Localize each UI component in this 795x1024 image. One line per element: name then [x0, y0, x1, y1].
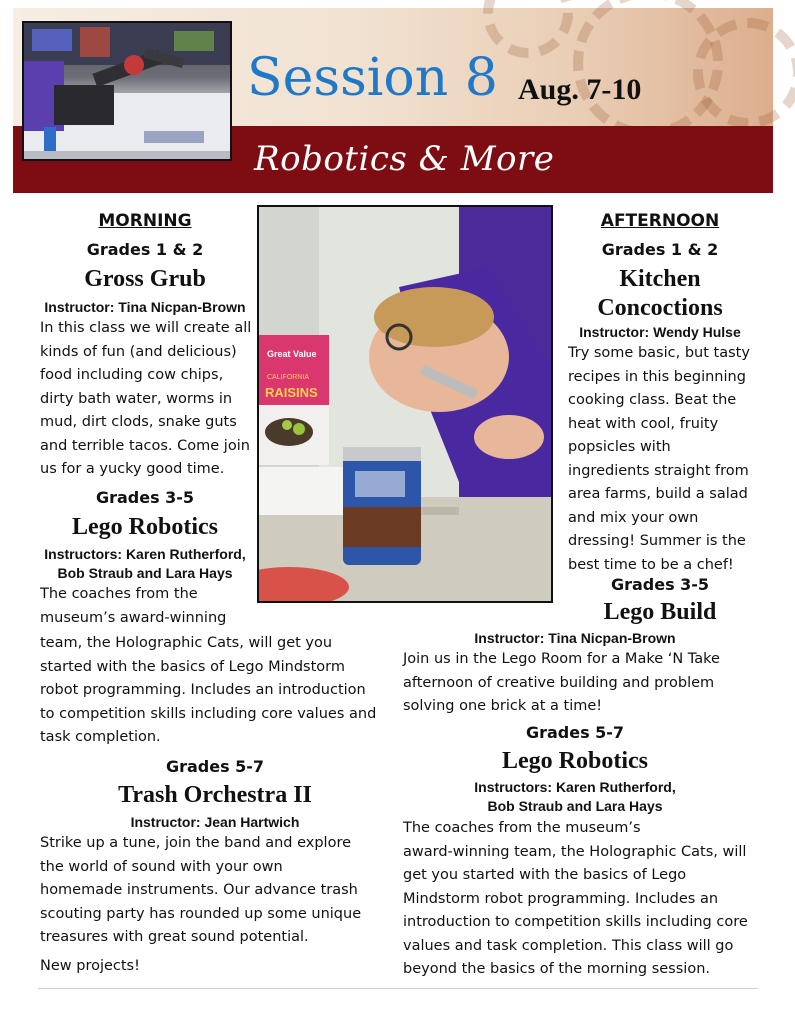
text-line: heat with cool, fruity	[568, 415, 719, 432]
text-line: Join us in the Lego Room for a Make ‘N Take	[403, 651, 720, 667]
text-line: In this class we will create all	[40, 320, 252, 336]
text-line: ingredients straight from	[568, 462, 749, 479]
text-line: to competition skills including core values and	[40, 705, 377, 722]
text-line: best time to be a chef!	[568, 556, 734, 573]
text-line: Strike up a tune, join the band and explore	[40, 835, 352, 851]
text-line: museum’s award-winning	[40, 609, 227, 626]
morning-heading: MORNING	[98, 211, 192, 231]
text-line: food including cow chips,	[40, 367, 224, 383]
afternoon-3-title: Lego Robotics	[502, 748, 648, 774]
raisin-label: RAISINS	[265, 385, 318, 400]
afternoon-3-description	[403, 817, 773, 982]
text-line: us for a yucky good time.	[40, 461, 225, 477]
text-line: beyond the basics of the morning session.	[403, 961, 710, 977]
morning-3-instructor: Instructor: Jean Hartwich	[130, 814, 300, 830]
afternoon-2-instructor: Instructor: Tina Nicpan-Brown	[474, 630, 676, 646]
afternoon-2-grades: Grades 3-5	[610, 575, 710, 594]
text-line: Mindstorm robot programming. Includes an	[403, 890, 719, 907]
text-line: area farms, build a salad	[568, 486, 748, 502]
text-line: solving one brick at a time!	[403, 698, 603, 714]
morning-1-grades: Grades 1 & 2	[86, 240, 204, 259]
afternoon-2-title: Lego Build	[603, 599, 717, 625]
afternoon-1-description	[568, 342, 768, 577]
text-line: introduction to competition skills including core	[403, 914, 748, 930]
text-line: values and task completion. This class will go	[403, 937, 734, 954]
morning-2-grades: Grades 3-5	[95, 488, 195, 507]
text-line: Try some basic, but tasty	[568, 345, 750, 361]
afternoon-heading: AFTERNOON	[600, 211, 720, 231]
afternoon-3-instructor	[430, 778, 720, 816]
kid-can-opener-illustration	[259, 207, 551, 601]
footer-divider	[38, 988, 758, 989]
instructor-line: Instructors: Karen Rutherford,	[44, 546, 246, 562]
text-line: and mix your own	[568, 509, 699, 526]
text-line: scouting party has rounded up some unique	[40, 905, 362, 922]
afternoon-1-instructor: Instructor: Wendy Hulse	[579, 324, 741, 340]
text-line: dirty bath water, worms in	[40, 390, 233, 407]
text-line: dressing! Summer is the	[568, 533, 746, 549]
instructor-line: Instructors: Karen Rutherford,	[474, 779, 676, 795]
text-line: treasures with great sound potential.	[40, 929, 309, 945]
session-subtitle: Robotics & More	[254, 139, 555, 179]
morning-2-title: Lego Robotics	[72, 514, 218, 540]
morning-3-grades: Grades 5-7	[165, 757, 265, 776]
title-line: Concoctions	[597, 295, 723, 321]
morning-2-description	[40, 632, 400, 750]
header-robot-photo	[22, 21, 232, 161]
text-line: team, the Holographic Cats, will get you	[40, 635, 333, 651]
gear-decoration	[693, 18, 795, 128]
text-line: mud, dirt clods, snake guts	[40, 414, 237, 430]
instructor-line: Bob Straub and Lara Hays	[487, 798, 663, 814]
raisin-sub: CALIFORNIA	[267, 374, 310, 381]
text-line: recipes in this beginning	[568, 368, 746, 385]
morning-3-title: Trash Orchestra II	[118, 782, 312, 808]
text-line: cooking class. Beat the	[568, 392, 737, 408]
robot-illustration	[24, 23, 230, 159]
text-line: the world of sound with your own	[40, 858, 283, 875]
morning-3-description	[40, 832, 400, 978]
morning-1-description	[40, 317, 260, 482]
morning-2-description-top	[40, 583, 255, 630]
text-line: task completion.	[40, 729, 161, 745]
center-kid-photo	[257, 205, 553, 603]
text-line: New projects!	[40, 957, 140, 974]
afternoon-1-grades: Grades 1 & 2	[601, 240, 719, 259]
text-line: and terrible tacos. Come join	[40, 437, 250, 454]
text-line: get you started with the basics of Lego	[403, 867, 687, 883]
morning-1-instructor: Instructor: Tina Nicpan-Brown	[44, 299, 246, 315]
morning-2-instructor	[30, 545, 260, 583]
session-title: Session 8	[247, 48, 498, 108]
afternoon-3-grades: Grades 5-7	[525, 723, 625, 742]
raisin-brand: Great Value	[267, 349, 317, 359]
text-line: robot programming. Includes an introduction	[40, 682, 366, 698]
text-line: homemade instruments. Our advance trash	[40, 882, 358, 898]
text-line: award-winning team, the Holographic Cats, will	[403, 843, 747, 860]
text-line: afternoon of creative building and problem	[403, 674, 715, 691]
text-line: The coaches from the museum’s	[403, 820, 641, 836]
text-line: kinds of fun (and delicious)	[40, 343, 237, 360]
afternoon-2-description	[403, 648, 773, 719]
instructor-line: Bob Straub and Lara Hays	[57, 565, 233, 581]
text-line: started with the basics of Lego Mindstorm	[40, 658, 345, 675]
title-line: Kitchen	[619, 266, 701, 292]
morning-1-title: Gross Grub	[84, 266, 206, 292]
afternoon-1-title	[555, 265, 765, 323]
session-dates: Aug. 7-10	[518, 73, 642, 106]
text-line: popsicles with	[568, 439, 671, 455]
text-line: The coaches from the	[40, 586, 198, 602]
